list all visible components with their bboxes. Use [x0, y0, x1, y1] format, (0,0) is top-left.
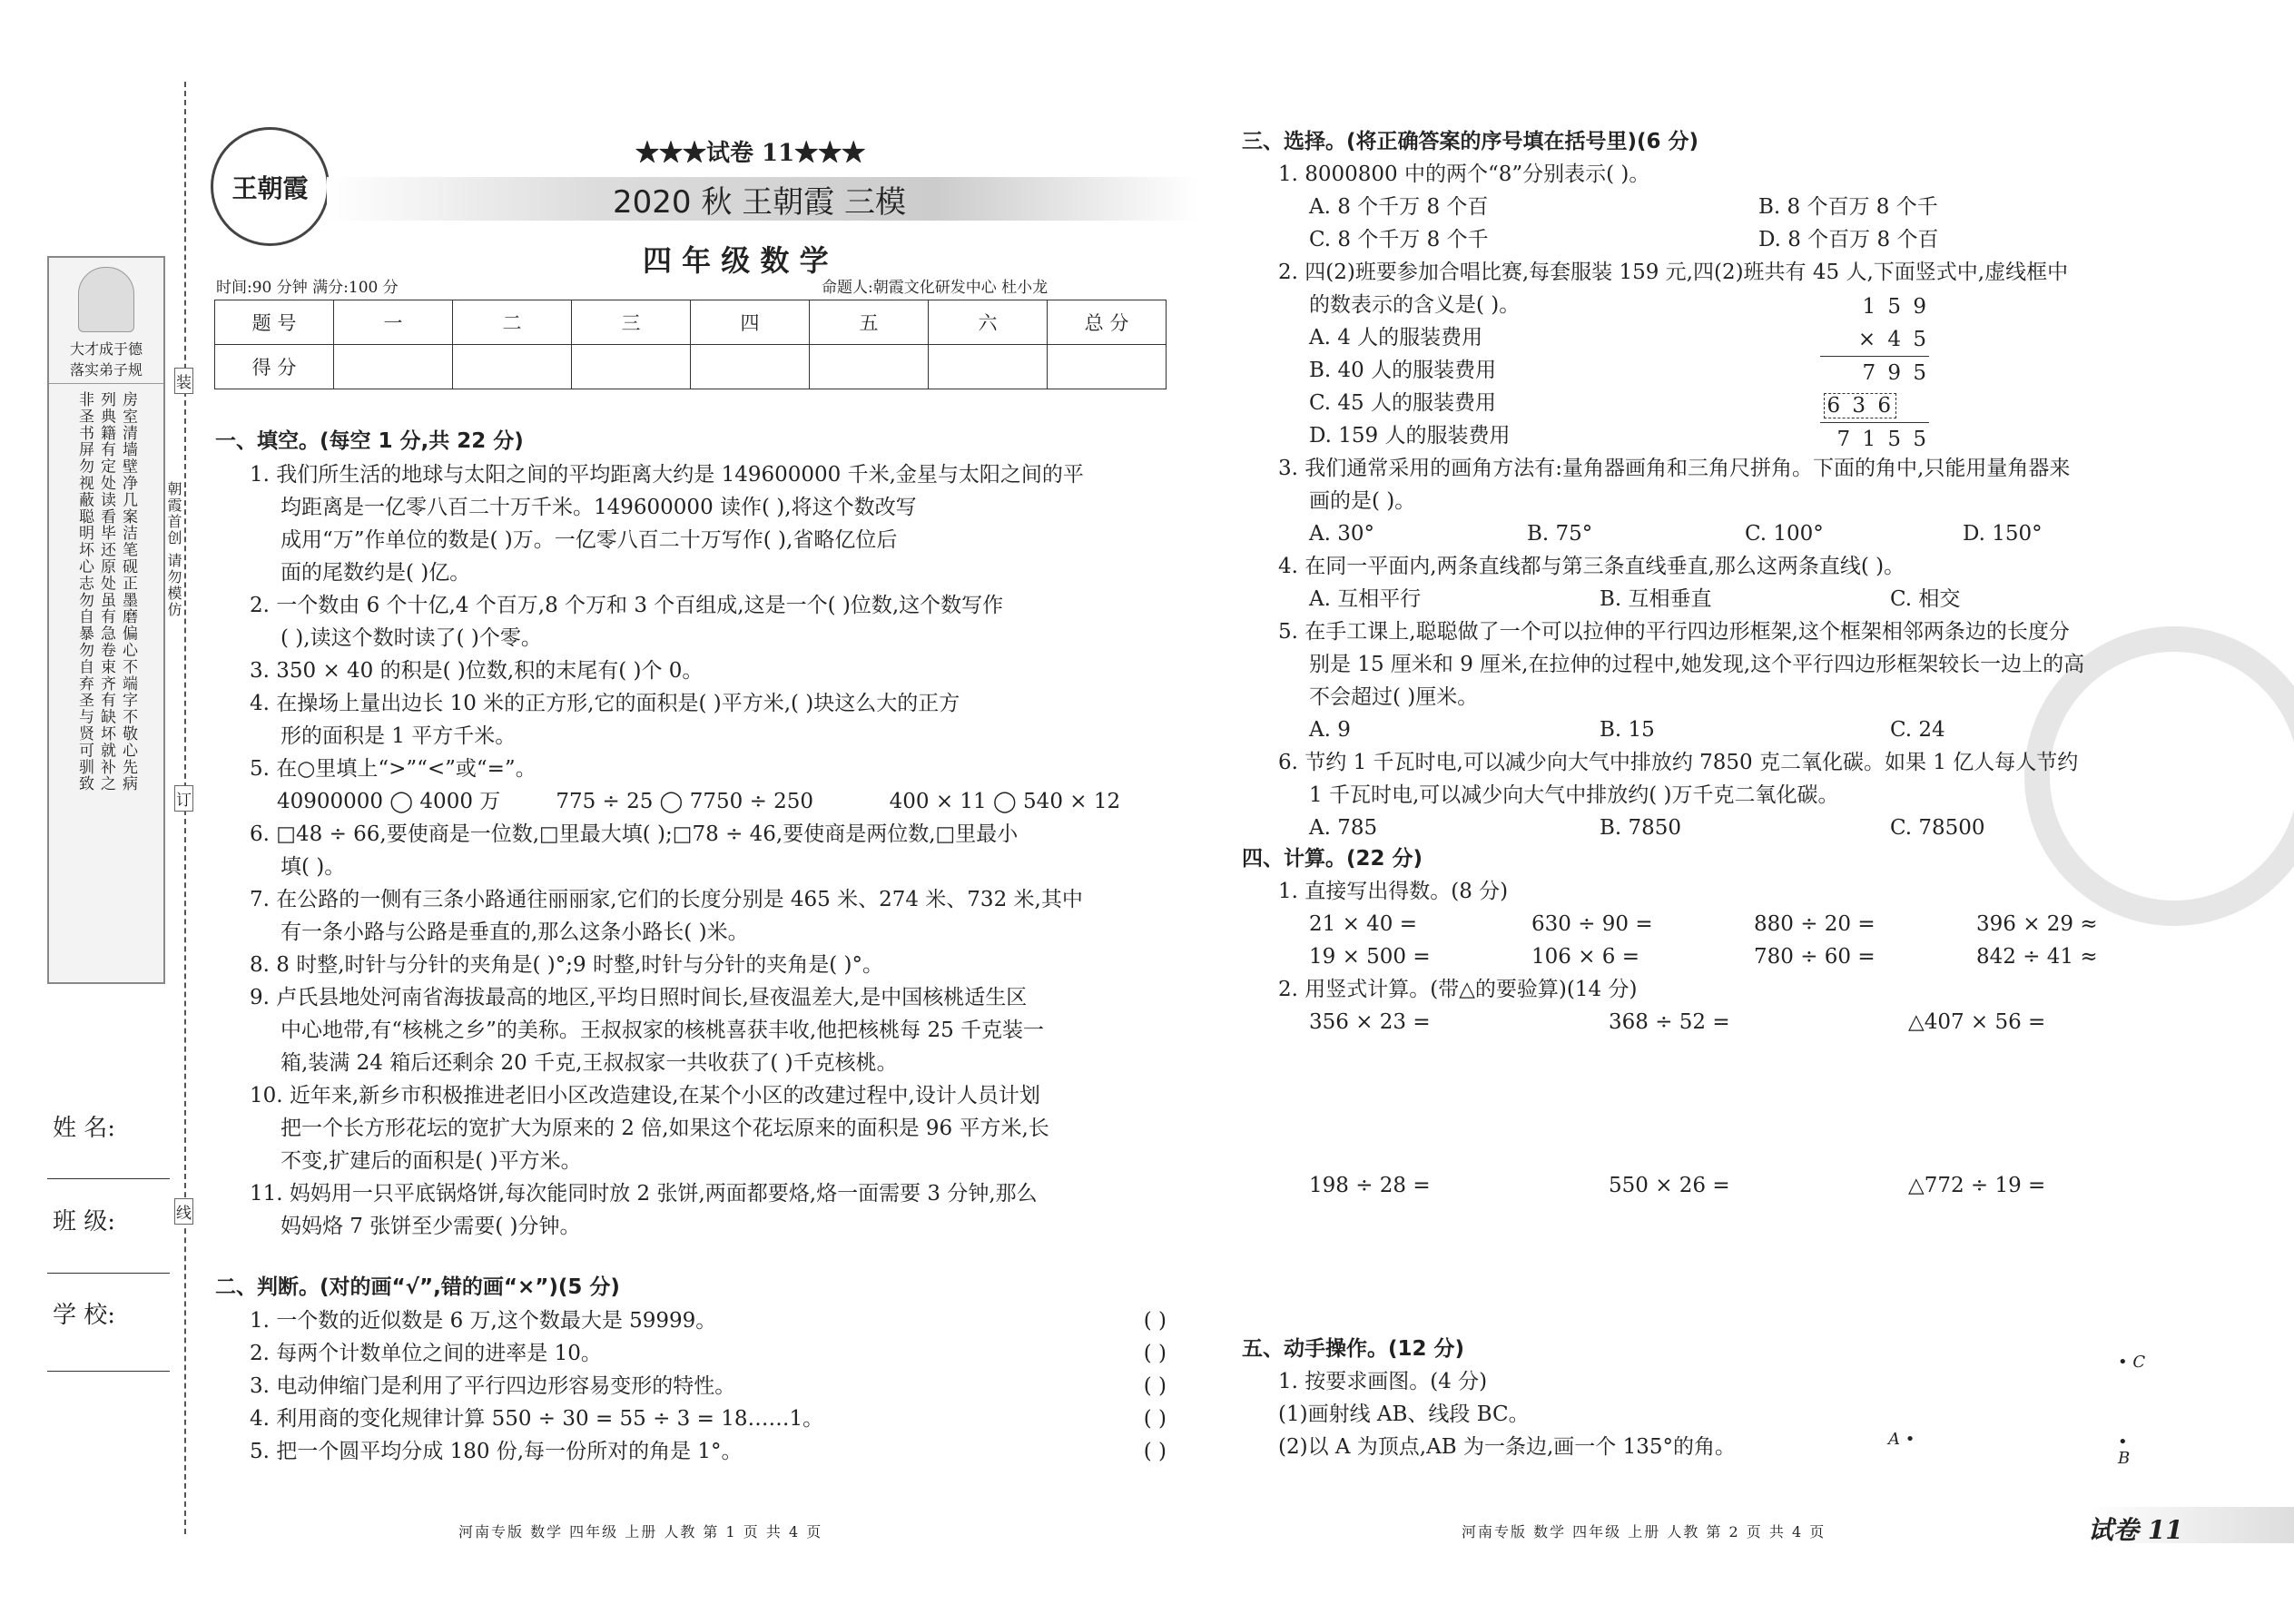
- score-value-row: [215, 345, 1167, 389]
- q-line: 6. 节约 1 千瓦时电,可以减少向大气中排放约 7850 克二氧化碳。如果 1 亿人每人节约: [1278, 751, 2079, 774]
- score-input[interactable]: [453, 345, 572, 389]
- school-field[interactable]: [47, 1371, 170, 1372]
- score-cell: 五: [810, 300, 929, 345]
- point-a[interactable]: A •: [1888, 1430, 1915, 1449]
- compare-3: 400 × 11 ◯ 540 × 12: [889, 790, 1121, 813]
- text-line: 2. 一个数由 6 个十亿,4 个百万,8 个万和 3 个百组成,这是一个( )位数,这个数写作: [250, 594, 1004, 617]
- text-line: ( ),读这个数时读了( )个零。: [281, 626, 542, 650]
- answer-bracket[interactable]: ( ): [1143, 1440, 1167, 1463]
- opts-row: A. 9 B. 15 C. 24: [1309, 718, 1945, 742]
- text-line: 把一个长方形花坛的宽扩大为原来的 2 倍,如果这个花坛原来的面积是 96 平方米,长: [281, 1117, 1049, 1140]
- part2-body: [250, 1304, 1167, 1468]
- text-line: 形的面积是 1 平方千米。: [281, 724, 517, 748]
- calc-line: 7 1 5 5: [1836, 428, 1929, 451]
- cut-label-3: 线: [174, 1198, 193, 1225]
- q-line: 1. 8000800 中的两个“8”分别表示( )。: [1278, 162, 1650, 186]
- text-line: 4. 在操场上量出边长 10 米的正方形,它的面积是( )平方米,( )块这么大的正方: [250, 692, 960, 715]
- logo-text: 王朝霞: [231, 172, 309, 203]
- text-line: 7. 在公路的一侧有三条小路通往丽丽家,它们的长度分别是 465 米、274 米、732 米,其中: [250, 888, 1083, 911]
- text-line: 8. 8 时整,时针与分针的夹角是( )°;9 时整,时针与分针的夹角是( )°。: [250, 953, 884, 977]
- name-field[interactable]: [47, 1178, 170, 1179]
- answer-bracket[interactable]: ( ): [1143, 1342, 1167, 1365]
- text-line: 箱,装满 24 箱后还剩余 20 千克,王叔叔家一共收获了( )千克核桃。: [281, 1051, 898, 1075]
- part1-body: [250, 458, 1167, 1243]
- sub-heading: 1. 直接写出得数。(8 分): [1278, 880, 1509, 903]
- judge-item: 1. 一个数的近似数是 6 万,这个数最大是 59999。 ( ): [250, 1304, 1167, 1337]
- q-line: 1 千瓦时电,可以减少向大气中排放约( )万千克二氧化碳。: [1309, 783, 1839, 807]
- score-header-row: [215, 300, 1167, 345]
- score-input[interactable]: [1048, 345, 1167, 389]
- part4-body: [1278, 875, 2195, 1202]
- text-line: 不变,扩建后的面积是( )平方米。: [281, 1149, 582, 1173]
- score-table: [214, 300, 1167, 389]
- score-cell: 题 号: [215, 300, 334, 345]
- paper-tag: ★★★试卷 11★★★: [635, 140, 866, 167]
- calc-row: 198 ÷ 28 = 550 × 26 = △772 ÷ 19 =: [1309, 1174, 2046, 1197]
- opt-line: B. 40 人的服装费用: [1309, 359, 1497, 382]
- q-line: 画的是( )。: [1309, 489, 1416, 513]
- time-info: 时间:90 分钟 满分:100 分: [216, 279, 399, 297]
- motto-col-1: 非圣书屏勿视蔽聪明坏心志勿自暴勿自弃圣与贤可驯致: [75, 391, 94, 792]
- exam-title: 2020 秋 王朝霞 三模: [613, 184, 906, 221]
- name-label: 姓 名:: [53, 1115, 116, 1142]
- part1-heading: 一、填空。(每空 1 分,共 22 分): [215, 429, 524, 453]
- q-line: 3. 我们通常采用的画角方法有:量角器画角和三角尺拼角。下面的角中,只能用量角器来: [1278, 457, 2071, 480]
- opts-row: A. 785 B. 7850 C. 78500: [1309, 816, 1985, 840]
- cut-label-1: 装: [174, 368, 193, 394]
- opts-row: C. 8 个千万 8 个千 D. 8 个百万 8 个百: [1309, 228, 1939, 251]
- score-input[interactable]: [334, 345, 453, 389]
- motto-top: 大才成于德: [69, 340, 143, 358]
- judge-item: 4. 利用商的变化规律计算 550 ÷ 30 = 55 ÷ 3 = 18……1。 ( ): [250, 1403, 1167, 1435]
- judge-item: 3. 电动伸缩门是利用了平行四边形容易变形的特性。 ( ): [250, 1370, 1167, 1403]
- q-line: 的数表示的含义是( )。: [1309, 293, 1521, 317]
- step-line: (1)画射线 AB、线段 BC。: [1278, 1403, 1530, 1426]
- class-label: 班 级:: [53, 1208, 116, 1235]
- score-cell: 六: [929, 300, 1048, 345]
- text-line: 均距离是一亿零八百二十万千米。149600000 读作( ),将这个数改写: [281, 496, 917, 519]
- score-cell: 一: [334, 300, 453, 345]
- school-label: 学 校:: [53, 1302, 116, 1329]
- q-line: 2. 四(2)班要参加合唱比赛,每套服装 159 元,四(2)班共有 45 人,下面竖式中,虚线框中: [1278, 261, 2069, 284]
- subject-title: 四 年 级 数 学: [643, 243, 829, 278]
- cut-label-2: 订: [174, 785, 193, 812]
- motto-box: [47, 256, 165, 984]
- motto-col-3: 房室清墙壁净几案洁笔砚正墨磨偏心不端字不敬心先病: [119, 391, 137, 792]
- judge-item: 2. 每两个计数单位之间的进率是 10。 ( ): [250, 1337, 1167, 1370]
- text-line: 中心地带,有“核桃之乡”的美称。王叔叔家的核桃喜获丰收,他把核桃每 25 千克装一: [281, 1019, 1045, 1042]
- score-input[interactable]: [691, 345, 810, 389]
- brand-logo: [211, 127, 330, 246]
- footer-right: 河南专版 数学 四年级 上册 人教 第 2 页 共 4 页: [1462, 1523, 1826, 1540]
- opts-row: A. 30° B. 75° C. 100° D. 150°: [1309, 522, 2043, 546]
- text-line: 11. 妈妈用一只平底锅烙饼,每次能同时放 2 张饼,两面都要烙,烙一面需要 3 分钟,那么: [250, 1182, 1038, 1206]
- score-label: 得 分: [215, 345, 334, 389]
- answer-bracket[interactable]: ( ): [1143, 1309, 1167, 1333]
- score-input[interactable]: [572, 345, 691, 389]
- score-cell: 总 分: [1048, 300, 1167, 345]
- opts-row: A. 8 个千万 8 个百 B. 8 个百万 8 个千: [1309, 195, 1938, 219]
- text-line: 面的尾数约是( )亿。: [281, 561, 471, 585]
- text-line: 9. 卢氏县地处河南省海拔最高的地区,平均日照时间长,昼夜温差大,是中国核桃适生区: [250, 986, 1028, 1009]
- opts-row: A. 互相平行 B. 互相垂直 C. 相交: [1309, 587, 1961, 611]
- compare-2: 775 ÷ 25 ◯ 7750 ÷ 250: [556, 790, 814, 813]
- score-input[interactable]: [929, 345, 1048, 389]
- part5-heading: 五、动手操作。(12 分): [1242, 1337, 1465, 1361]
- calc-row: 19 × 500 = 106 × 6 = 780 ÷ 60 = 842 ÷ 41 ≈: [1309, 945, 2098, 969]
- vertical-calc: [1820, 290, 1929, 456]
- text-line: 妈妈烙 7 张饼至少需要( )分钟。: [281, 1215, 581, 1238]
- part3-body: [1278, 158, 2195, 844]
- judge-item: 5. 把一个圆平均分成 180 份,每一份所对的角是 1°。 ( ): [250, 1435, 1167, 1468]
- calc-line: × 4 5: [1820, 323, 1929, 357]
- compare-row: [250, 785, 1167, 818]
- text-line: 3. 350 × 40 的积是( )位数,积的末尾有( )个 0。: [250, 659, 704, 683]
- text-line: 10. 近年来,新乡市积极推进老旧小区改造建设,在某个小区的改建过程中,设计人员计划: [250, 1084, 1040, 1107]
- text-line: 填( )。: [281, 855, 346, 879]
- answer-bracket[interactable]: ( ): [1143, 1374, 1167, 1398]
- author: 命题人:朝霞文化研发中心 杜小龙: [822, 279, 1049, 297]
- opt-line: C. 45 人的服装费用: [1309, 391, 1496, 415]
- compare-1: 40900000 ◯ 4000 万: [277, 790, 501, 813]
- step-line: (2)以 A 为顶点,AB 为一条边,画一个 135°的角。: [1278, 1435, 1736, 1459]
- footer-tag: 试卷 11: [2088, 1515, 2183, 1545]
- text-line: 6. □48 ÷ 66,要使商是一位数,□里最大填( );□78 ÷ 46,要使商是两位数,□里最小: [250, 822, 1019, 846]
- motto-bottom: 落实弟子规: [49, 359, 163, 384]
- score-cell: 三: [572, 300, 691, 345]
- part5-body: [1278, 1365, 1736, 1463]
- score-cell: 二: [453, 300, 572, 345]
- calc-row: 356 × 23 = 368 ÷ 52 = △407 × 56 =: [1309, 1010, 2046, 1034]
- calc-line: [1820, 389, 1929, 423]
- text-line: 5. 在○里填上“>”“<”或“=”。: [250, 757, 537, 781]
- dashed-box: 6 3 6: [1824, 393, 1896, 418]
- answer-bracket[interactable]: ( ): [1143, 1407, 1167, 1431]
- text-line: 有一条小路与公路是垂直的,那么这条小路长( )米。: [281, 920, 749, 944]
- opt-line: A. 4 人的服装费用: [1309, 326, 1483, 349]
- seal-text: 朝霞首创 请勿模仿: [165, 481, 182, 619]
- text-line: 1. 我们所生活的地球与太阳之间的平均距离大约是 149600000 千米,金星与太阳之间的平: [250, 463, 1084, 487]
- calc-row: 21 × 40 = 630 ÷ 90 = 880 ÷ 20 = 396 × 29 ≈: [1309, 912, 2098, 936]
- point-b[interactable]: • B: [2118, 1432, 2131, 1468]
- score-cell: 四: [691, 300, 810, 345]
- sub-heading: 2. 用竖式计算。(带△的要验算)(14 分): [1278, 978, 1638, 1001]
- part2-heading: 二、判断。(对的画“√”,错的画“×”)(5 分): [215, 1275, 620, 1299]
- calc-line: 7 9 5: [1862, 361, 1929, 385]
- calc-line: 1 5 9: [1862, 295, 1929, 319]
- q-line: 不会超过( )厘米。: [1309, 685, 1479, 709]
- point-c[interactable]: • C: [2118, 1353, 2146, 1372]
- footer-left: 河南专版 数学 四年级 上册 人教 第 1 页 共 4 页: [458, 1523, 823, 1540]
- motto-col-2: 列典籍有定处读看毕还原处虽有急卷束齐有缺坏就补之: [97, 391, 115, 792]
- part4-heading: 四、计算。(22 分): [1242, 847, 1423, 871]
- score-input[interactable]: [810, 345, 929, 389]
- q-line: 别是 15 厘米和 9 厘米,在拉伸的过程中,她发现,这个平行四边形框架较长一边上的高: [1309, 653, 2085, 676]
- q-line: 5. 在手工课上,聪聪做了一个可以拉伸的平行四边形框架,这个框架相邻两条边的长度分: [1278, 620, 2070, 644]
- part3-heading: 三、选择。(将正确答案的序号填在括号里)(6 分): [1242, 130, 1699, 153]
- class-field[interactable]: [47, 1273, 170, 1274]
- scholar-icon: [78, 267, 134, 332]
- opt-line: D. 159 人的服装费用: [1309, 424, 1511, 448]
- q-line: 4. 在同一平面内,两条直线都与第三条直线垂直,那么这两条直线( )。: [1278, 555, 1905, 578]
- text-line: 成用“万”作单位的数是( )万。一亿零八百二十万写作( ),省略亿位后: [281, 528, 898, 552]
- sub-heading: 1. 按要求画图。(4 分): [1278, 1370, 1488, 1393]
